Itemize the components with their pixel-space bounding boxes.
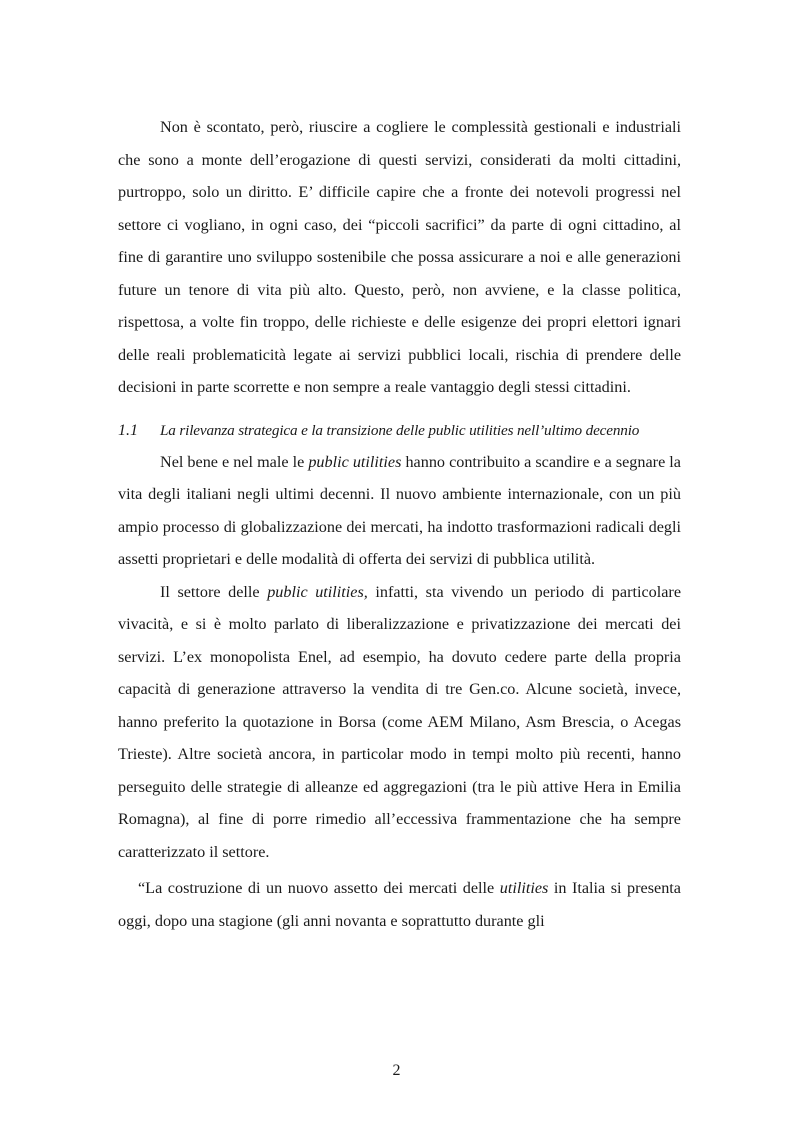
section-number: 1.1 bbox=[118, 421, 138, 439]
paragraph-text: in Italia si presenta oggi, dopo una stagione (gli anni novanta e soprattutto durante gli bbox=[118, 879, 681, 930]
document-page bbox=[118, 111, 681, 937]
page-number: 2 bbox=[392, 1062, 401, 1079]
paragraph-public-utilities bbox=[118, 446, 681, 576]
paragraph-text: Nel bene e nel male le bbox=[160, 452, 309, 471]
section-title: La rilevanza strategica e la transizione delle public utilities nell’ultimo decennio bbox=[160, 421, 640, 439]
paragraph-text: hanno contribuito a scandire e a segnare la vita degli italiani negli ultimi decenni. Il nuovo ambiente internazionale, con un più ampio processo di globalizzazione dei mercati, ha indotto trasformazioni radicali degli assetti proprietari e delle modalità di offerta dei servizi di pubblica utilità. bbox=[118, 452, 681, 568]
italic-term: utilities bbox=[499, 879, 549, 897]
paragraph-text: Il settore delle bbox=[160, 582, 268, 601]
paragraph-settore bbox=[118, 576, 681, 869]
paragraph-quote bbox=[118, 872, 681, 937]
paragraph-intro: Non è scontato, però, riuscire a cogliere le complessità gestionali e industriali che sono a monte dell’erogazione di questi servizi, considerati da molti cittadini, purtroppo, solo un diritto. E’ difficile capire che a fronte dei notevoli progressi nel settore ci vogliano, in ogni caso, dei “piccoli sacrifici” da parte di ogni cittadino, al fine di garantire uno sviluppo sostenibile che possa assicurare a noi e alle generazioni future un tenore di vita più alto. Questo, però, non avviene, e la classe politica, rispettosa, a volte fin troppo, delle richieste e delle esigenze dei propri elettori ignari delle reali problematicità legate ai servizi pubblici locali, rischia di prendere delle decisioni in parte scorrette e non sempre a reale vantaggio degli stessi cittadini. bbox=[118, 118, 681, 396]
section-heading bbox=[118, 420, 681, 442]
paragraph-text: infatti, sta vivendo un periodo di particolare vivacità, e si è molto parlato di liberalizzazione e privatizzazione dei mercati dei servizi. L’ex monopolista Enel, ad esempio, ha dovuto cedere parte della propria capacità di generazione attraverso la vendita di tre Gen.co. Alcune società, invece, hanno preferito la quotazione in Borsa (come AEM Milano, Asm Brescia, o Acegas Trieste). Altre società ancora, in particolar modo in tempi molto più recenti, hanno perseguito delle strategie di alleanze ed aggregazioni (tra le più attive Hera in Emilia Romagna), al fine di porre rimedio all’eccessiva frammentazione che ha sempre caratterizzato il settore. bbox=[118, 582, 682, 861]
italic-term: public utilities, bbox=[267, 582, 368, 601]
italic-term: public utilities bbox=[308, 452, 402, 471]
paragraph-text: “La costruzione di un nuovo assetto dei mercati delle bbox=[138, 879, 500, 897]
